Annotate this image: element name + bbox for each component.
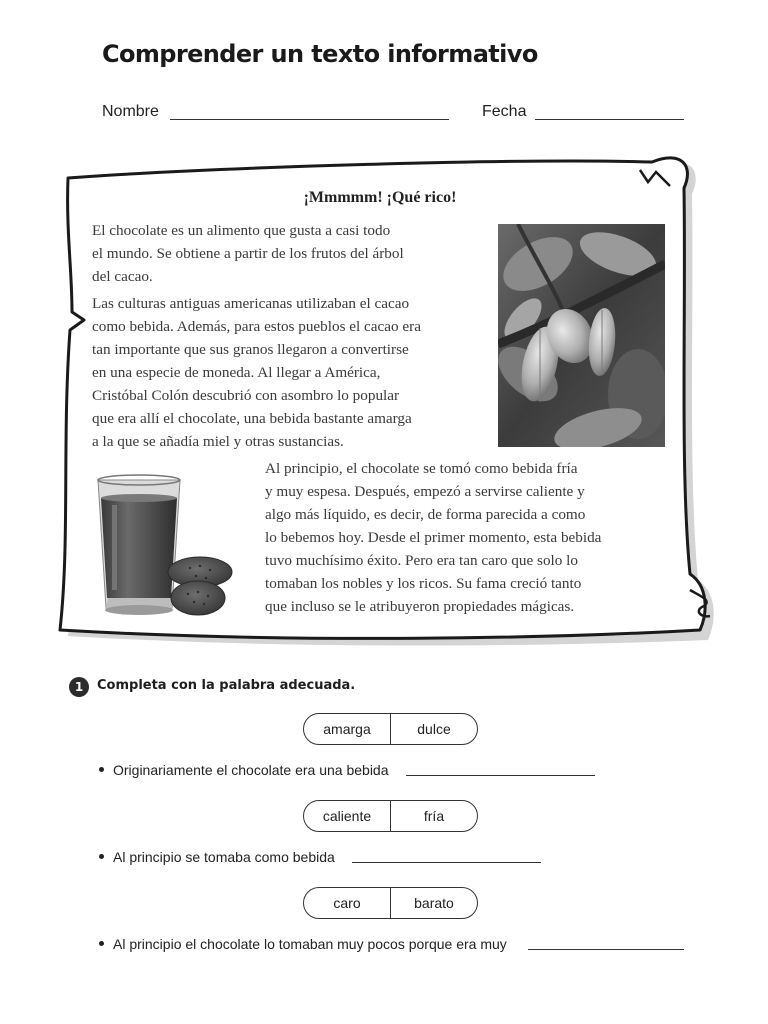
option-caliente[interactable]: caliente xyxy=(304,801,391,831)
story-title: ¡Mmmmm! ¡Qué rico! xyxy=(303,189,457,206)
option-barato[interactable]: barato xyxy=(414,895,454,911)
word-options-1 xyxy=(303,713,478,745)
list-item xyxy=(99,849,335,865)
chocolate-glass-photo xyxy=(92,470,237,620)
bullet-icon xyxy=(99,941,104,946)
bullet-icon xyxy=(99,767,104,772)
sentence-3: Al principio el chocolate lo tomaban muy pocos porque era muy xyxy=(113,936,507,952)
word-options-2 xyxy=(303,800,478,832)
answer-blank-2[interactable] xyxy=(352,862,541,863)
answer-blank-1[interactable] xyxy=(406,775,595,776)
question-number: 1 xyxy=(69,677,89,697)
page-title: Comprender un texto informativo xyxy=(102,40,538,68)
paragraph-1: El chocolate es un alimento que gusta a casi todo el mundo. Se obtiene a partir de los frutos del árbol del cacao. xyxy=(92,222,404,285)
list-item xyxy=(99,762,389,778)
question-instruction: Completa con la palabra adecuada. xyxy=(97,678,356,693)
word-options-3 xyxy=(303,887,478,919)
option-caro[interactable]: caro xyxy=(304,888,391,918)
paragraph-3: Al principio, el chocolate se tomó como bebida fría y muy espesa. Después, empezó a servirse caliente y algo más líquido, es decir, de forma parecida a como lo bebemos hoy. Desde el primer momento, esta bebida tuvo muchísimo éxito. Pero era tan caro que solo lo tomaban los nobles y los ricos. Su fama creció tanto que incluso se le atribuyeron propiedades mágicas. xyxy=(265,460,602,615)
date-label: Fecha xyxy=(482,103,527,120)
paragraph-2: Las culturas antiguas americanas utilizaban el cacao como bebida. Además, para estos pueblos el cacao era tan importante que sus granos llegaron a convertirse en una especie de moneda. Al llegar a América, Cristóbal Colón descubrió con asombro lo popular que era allí el chocolate, una bebida bastante amarga a la que se añadía miel y otras sustancias. xyxy=(92,295,421,450)
cacao-pod-photo xyxy=(498,224,665,447)
sentence-2: Al principio se tomaba como bebida xyxy=(113,849,335,865)
name-label: Nombre xyxy=(102,103,159,120)
option-fria[interactable]: fría xyxy=(423,808,445,824)
answer-blank-3[interactable] xyxy=(528,949,684,950)
bullet-icon xyxy=(99,854,104,859)
list-item xyxy=(99,936,507,952)
option-dulce[interactable]: dulce xyxy=(417,721,451,737)
sentence-1: Originariamente el chocolate era una bebida xyxy=(113,762,389,778)
option-amarga[interactable]: amarga xyxy=(304,714,391,744)
